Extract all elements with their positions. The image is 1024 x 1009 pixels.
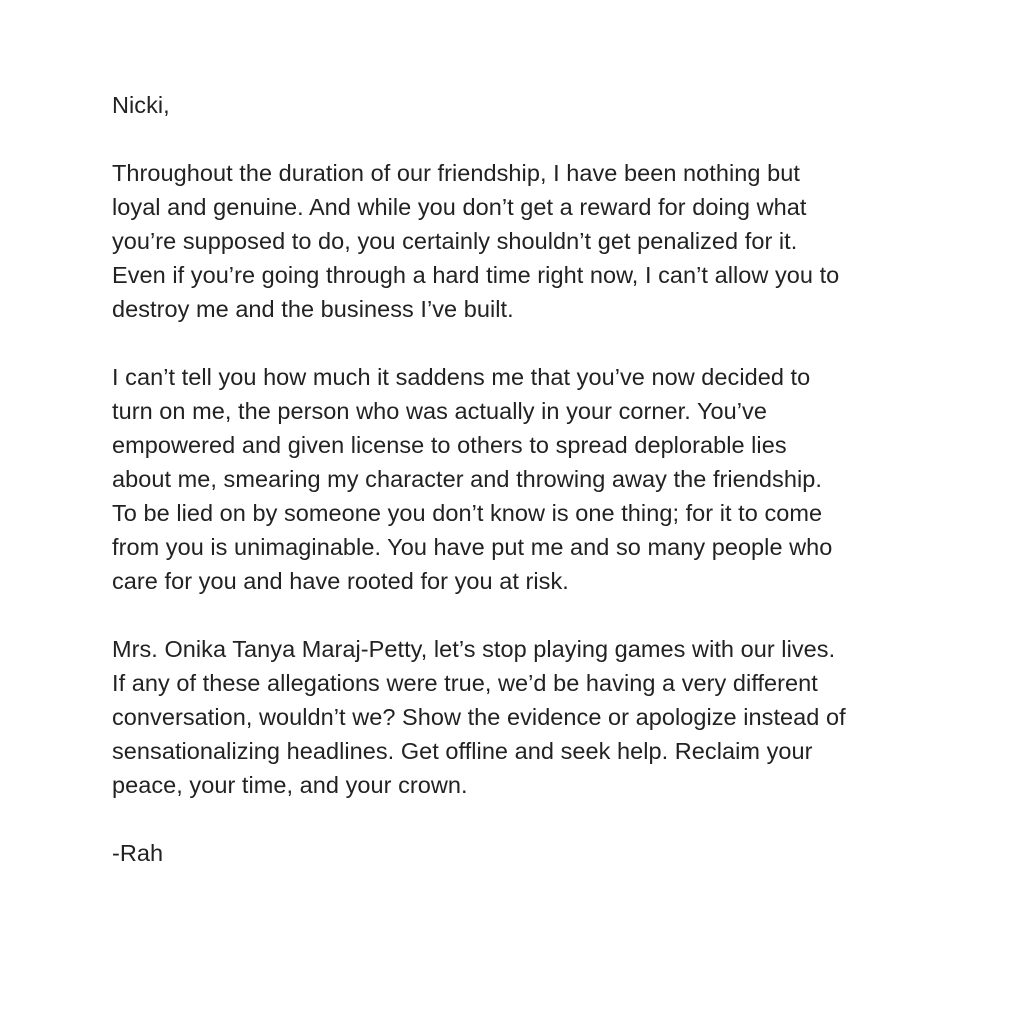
paragraph-line: sensationalizing headlines. Get offline and seek help. Reclaim your	[112, 738, 813, 764]
paragraph-line: loyal and genuine. And while you don’t get a reward for doing what	[112, 194, 807, 220]
paragraph-line: To be lied on by someone you don’t know is one thing; for it to come	[112, 500, 823, 526]
paragraph-line: I can’t tell you how much it saddens me that you’ve now decided to	[112, 364, 811, 390]
letter-signature: -Rah	[112, 840, 164, 866]
paragraph-line: peace, your time, and your crown.	[112, 772, 468, 798]
paragraph-line: empowered and given license to others to spread deplorable lies	[112, 432, 787, 458]
letter-paragraph-2	[112, 360, 972, 598]
paragraph-line: Throughout the duration of our friendship, I have been nothing but	[112, 160, 800, 186]
paragraph-line: Mrs. Onika Tanya Maraj-Petty, let’s stop playing games with our lives.	[112, 636, 836, 662]
paragraph-line: about me, smearing my character and throwing away the friendship.	[112, 466, 822, 492]
paragraph-line: conversation, wouldn’t we? Show the evidence or apologize instead of	[112, 704, 846, 730]
letter-body	[112, 88, 972, 870]
paragraph-line: Even if you’re going through a hard time right now, I can’t allow you to	[112, 262, 840, 288]
paragraph-line: care for you and have rooted for you at risk.	[112, 568, 569, 594]
letter-salutation: Nicki,	[112, 92, 170, 118]
paragraph-line: from you is unimaginable. You have put me and so many people who	[112, 534, 833, 560]
letter-paragraph-3	[112, 632, 972, 802]
letter-paragraph-1	[112, 156, 972, 326]
paragraph-line: destroy me and the business I’ve built.	[112, 296, 514, 322]
paragraph-line: turn on me, the person who was actually in your corner. You’ve	[112, 398, 767, 424]
paragraph-line: you’re supposed to do, you certainly shouldn’t get penalized for it.	[112, 228, 798, 254]
paragraph-line: If any of these allegations were true, we’d be having a very different	[112, 670, 818, 696]
